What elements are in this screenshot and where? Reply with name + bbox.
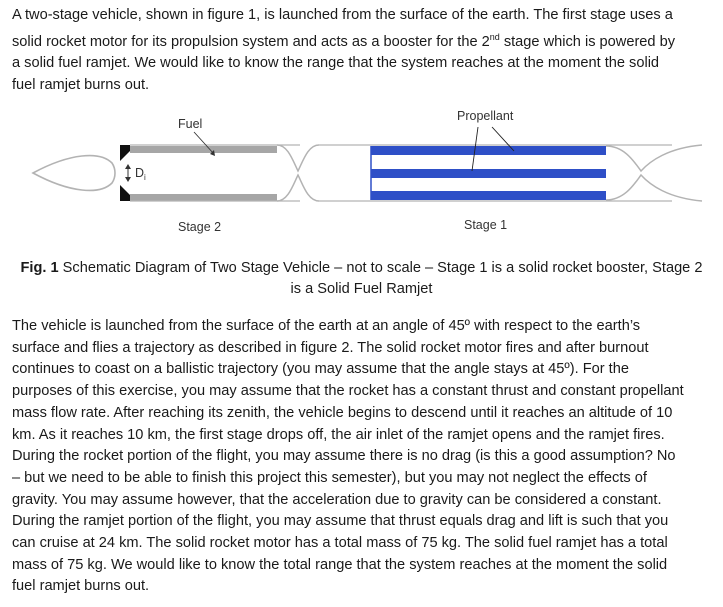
fuel-grain-bottom xyxy=(130,194,277,201)
body-line-1: The vehicle is launched from the surface of the earth at an angle of 45º with respect to the earth’s xyxy=(12,318,641,334)
intro-line-2-head: solid rocket motor for its propulsion system and acts as a booster for the 2 xyxy=(12,33,490,50)
body-line-10: During the ramjet portion of the flight, you may assume that thrust equals drag and lift is such that you xyxy=(12,513,669,530)
stage-1-label: Stage 1 xyxy=(464,218,508,232)
figure-1-schematic xyxy=(0,103,723,243)
problem-description-paragraph xyxy=(12,316,717,598)
intro-line-2-tail: stage which is powered by xyxy=(499,33,675,50)
figure-1-caption xyxy=(0,258,723,300)
inner-diameter-label: $D_i$ xyxy=(135,166,146,182)
propellant-label: Propellant xyxy=(457,109,514,123)
body-line-12: mass of 75 kg. We would like to know the total range that the system reaches at the moment the solid xyxy=(12,556,668,573)
inlet-cowl-top xyxy=(120,145,130,161)
intro-line-1: A two-stage vehicle, shown in figure 1, is launched from the surface of the earth. The first stage uses a xyxy=(12,7,673,23)
body-line-2: surface and flies a trajectory as described in figure 2. The solid rocket motor fires and after burnout xyxy=(12,339,649,356)
intro-line-3: a solid fuel ramjet. We would like to know the range that the system reaches at the moment the solid xyxy=(12,55,660,72)
body-line-5: mass flow rate. After reaching its zenith, the vehicle begins to descend until it reaches an altitude of 10 xyxy=(12,404,673,421)
stage-2-ramjet xyxy=(33,145,319,201)
body-line-13: fuel ramjet burns out. xyxy=(12,578,150,595)
inlet-spike xyxy=(33,156,115,191)
body-line-11: can cruise at 24 km. The solid rocket motor has a total mass of 75 kg. The solid fuel ramjet has a total xyxy=(12,535,668,552)
caption-text-1: Schematic Diagram of Two Stage Vehicle – not to scale – Stage 1 is a solid rocket booster, Stage 2 xyxy=(58,260,703,276)
fuel-grain-top xyxy=(130,146,277,153)
body-line-7: During the rocket portion of the flight, you may assume there is no drag (is this a good assumption? No xyxy=(12,448,676,465)
intro-paragraph xyxy=(12,5,717,97)
body-line-9: gravity. You may assume however, that the acceleration due to gravity can be considered a constant. xyxy=(12,491,662,508)
caption-line-1 xyxy=(0,258,723,279)
propellant-grain-bottom xyxy=(371,191,606,200)
body-line-6: km. As it reaches 10 km, the first stage drops off, the air inlet of the ramjet opens and the ramjet fires. xyxy=(12,426,665,443)
inner-diameter-marker xyxy=(125,164,146,182)
body-line-4: purposes of this exercise, you may assume that the rocket has a constant thrust and constant propellant xyxy=(12,383,684,400)
intro-line-4: fuel ramjet burns out. xyxy=(12,76,150,93)
body-line-3: continues to coast on a ballistic trajectory (you may assume that the angle stays at 45º). For the xyxy=(12,361,629,378)
stage-2-nozzle xyxy=(277,145,319,201)
propellant-grain-middle xyxy=(371,169,606,178)
inlet-cowl-bottom xyxy=(120,185,130,201)
intro-line-2 xyxy=(12,27,717,54)
caption-line-2: is a Solid Fuel Ramjet xyxy=(290,281,433,297)
caption-figure-label: Fig. 1 xyxy=(20,260,59,276)
stage-2-label: Stage 2 xyxy=(178,220,222,234)
stage-1-booster xyxy=(319,145,702,201)
fuel-label: Fuel xyxy=(178,117,203,131)
body-line-8: – but we need to be able to finish this project this semester), but you may not neglect the effects of xyxy=(12,469,647,486)
superscript-nd: nd xyxy=(489,31,500,42)
propellant-grain-top xyxy=(371,146,606,155)
stage-1-nozzle xyxy=(606,145,702,201)
